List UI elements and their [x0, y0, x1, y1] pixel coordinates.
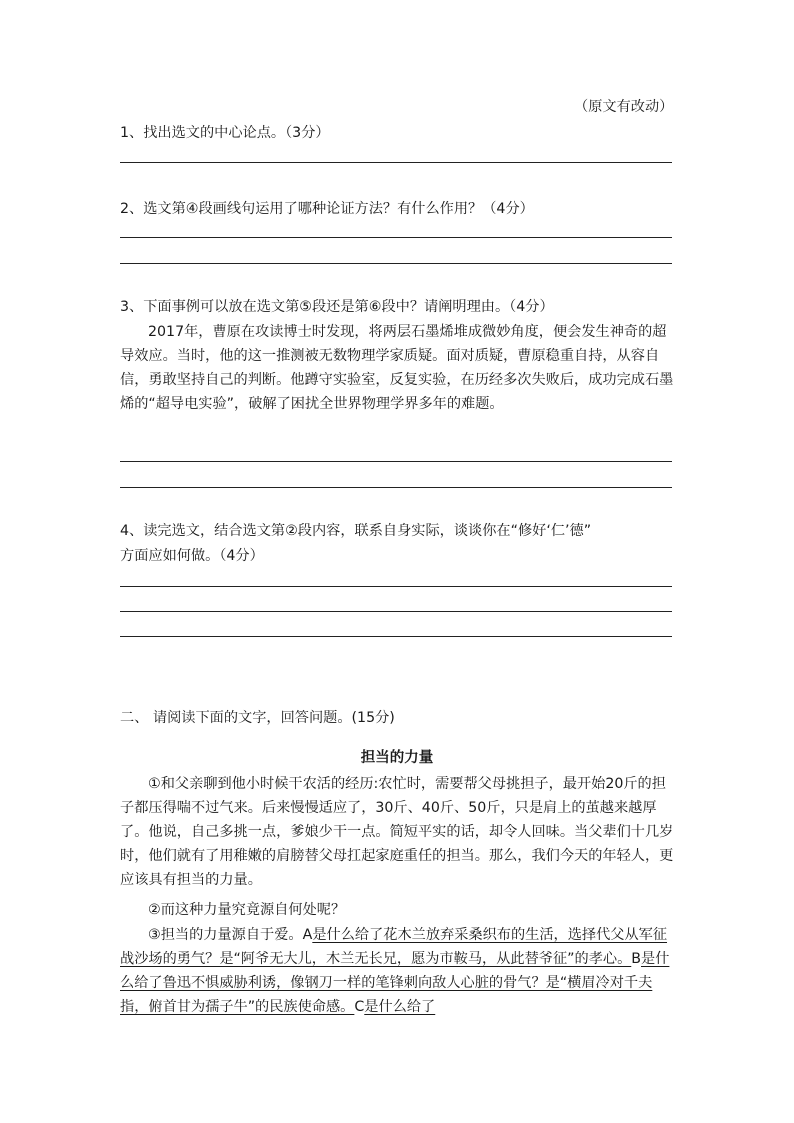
answer-line[interactable]	[120, 263, 672, 264]
answer-line[interactable]	[120, 162, 672, 163]
article-paragraph-2	[120, 898, 680, 922]
example-text: 2017年，曹原在攻读博士时发现，将两层石墨烯堆成微妙角度，便会发生神奇的超导效应。当时，他的这一推测被无数物理学家质疑。面对质疑，曹原稳重自持，从容自信，勇敢坚持自己的判断。他蹲守实验室，反复实验，在历经多次失败后，成功完成石墨烯的“超导电实验”，破解了困扰全世界物理学界多年的难题。	[120, 324, 674, 412]
answer-line[interactable]	[120, 461, 672, 462]
question-4-line1: 4、读完选文，结合选文第②段内容，联系自身实际，谈谈你在“修好‘仁’德”	[120, 523, 592, 539]
marker-c: C	[354, 999, 365, 1015]
article-paragraph-3	[120, 923, 680, 1019]
article-title: 担当的力量	[360, 750, 434, 766]
question-2: 2、选文第④段画线句运用了哪种论证方法？有什么作用？（4分）	[120, 201, 534, 217]
underlined-sentence-c: 是什么给了	[364, 999, 436, 1015]
paragraph-1-text: ①和父亲聊到他小时候干农活的经历:农忙时，需要帮父母挑担子，最开始20斤的担子都压得喘不过气来。后来慢慢适应了，30斤、40斤、50斤，只是肩上的茧越来越厚了。他说，自己多挑一点，爹娘少干一点。简短平实的话，却令人回味。当父辈们十几岁时，他们就有了用稚嫩的肩膀替父母扛起家庭重任的担当。那么，我们今天的年轻人，更应该具有担当的力量。	[120, 776, 674, 888]
article-paragraph-1	[120, 772, 680, 892]
question-3-example	[120, 320, 680, 416]
question-1: 1、找出选文的中心论点。（3分）	[120, 125, 330, 141]
paragraph-2-text: ②而这种力量究竟源自何处呢？	[148, 902, 346, 918]
answer-line[interactable]	[120, 487, 672, 488]
underlined-sentence-b: 是什么给了鲁迅不惧威胁利诱，像钢刀一样的笔锋刺向敌人心脏的骨气？是“横眉冷对千夫指，俯首甘为孺子牛”的民族使命感。	[120, 951, 670, 1015]
source-note: （原文有改动）	[574, 99, 674, 115]
answer-line[interactable]	[120, 237, 672, 238]
question-4-line2: 方面应如何做。（4分）	[120, 548, 264, 564]
marker-b: B	[631, 951, 641, 967]
answer-line[interactable]	[120, 586, 672, 587]
underlined-sentence-a: 是什么给了花木兰放弃采桑织布的生活，选择代父从军征战沙场的勇气？是“阿爷无大儿，木兰无长兄，愿为市鞍马，从此替爷征”的孝心。	[120, 927, 668, 967]
section-two-heading: 二、 请阅读下面的文字，回答问题。(15分)	[120, 710, 395, 726]
paragraph-3-lead: ③担当的力量源自于爱。A	[148, 927, 313, 943]
question-3: 3、下面事例可以放在选文第⑤段还是第⑥段中？请阐明理由。（4分）	[120, 299, 554, 315]
answer-line[interactable]	[120, 611, 672, 612]
answer-line[interactable]	[120, 636, 672, 637]
